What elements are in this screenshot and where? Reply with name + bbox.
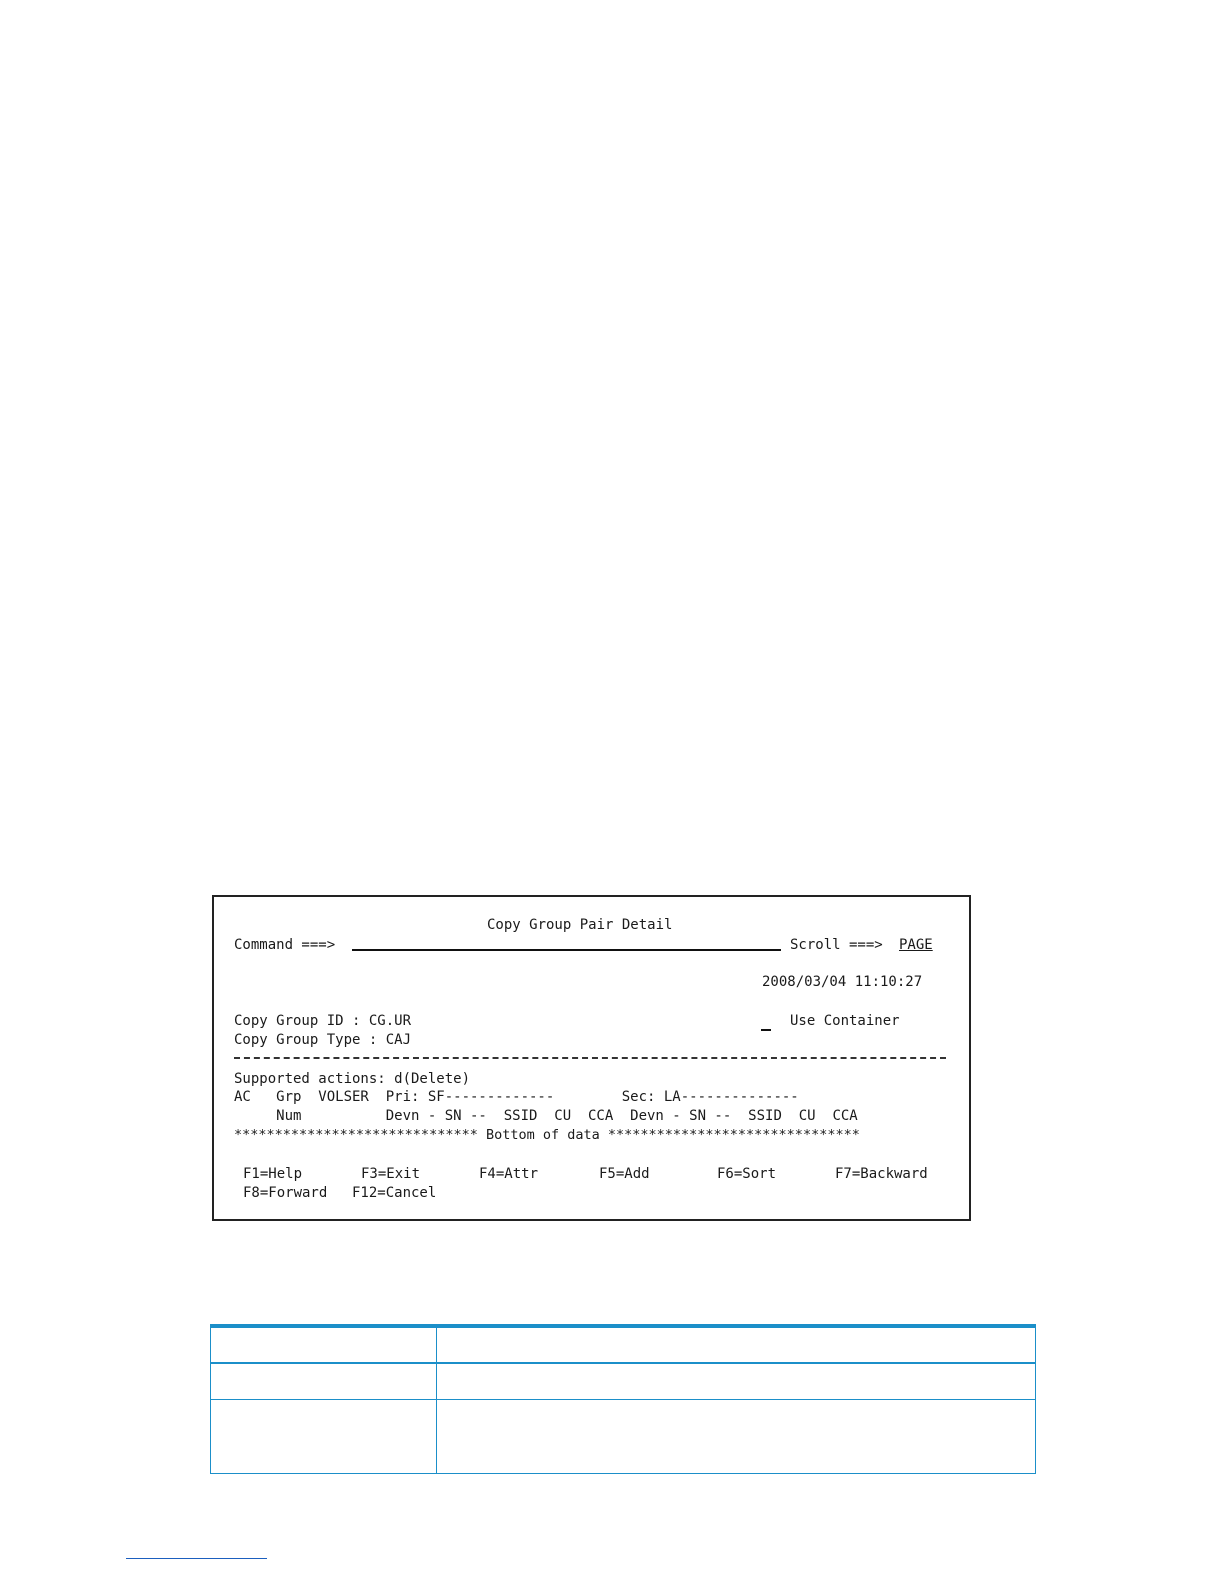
column-header-row-2: Num Devn - SN -- SSID CU CCA Devn - SN -- SSID CU CCA: [234, 1108, 858, 1124]
terminal-screen: [212, 895, 971, 1221]
copy-group-id: Copy Group ID : CG.UR: [234, 1013, 412, 1029]
table-header-rule: [210, 1362, 1036, 1364]
use-container-input[interactable]: [761, 1029, 771, 1031]
f12-cancel-key[interactable]: F12=Cancel: [352, 1185, 437, 1201]
f3-exit-key[interactable]: F3=Exit: [361, 1166, 421, 1182]
column-header-row-1: AC Grp VOLSER Pri: SF------------- Sec: LA--------------: [234, 1089, 799, 1105]
table-left-border: [210, 1325, 211, 1474]
copy-group-type: Copy Group Type : CAJ: [234, 1032, 412, 1048]
command-label: Command ===>: [234, 937, 336, 953]
footer-link-rule: [126, 1558, 267, 1559]
command-input[interactable]: [352, 949, 781, 951]
f4-attr-key[interactable]: F4=Attr: [479, 1166, 539, 1182]
supported-actions: Supported actions: d(Delete): [234, 1071, 471, 1087]
f1-help-key[interactable]: F1=Help: [243, 1166, 303, 1182]
table-row-rule: [210, 1399, 1036, 1400]
use-container-label: Use Container: [790, 1013, 900, 1029]
scroll-label: Scroll ===>: [790, 937, 883, 953]
table-right-border: [1035, 1325, 1036, 1474]
screen-title: Copy Group Pair Detail: [487, 917, 673, 933]
table-column-divider: [436, 1325, 437, 1474]
table-bottom-rule: [210, 1473, 1036, 1474]
f7-backward-key[interactable]: F7=Backward: [835, 1166, 928, 1182]
separator-line: [234, 1057, 946, 1059]
f8-forward-key[interactable]: F8=Forward: [243, 1185, 328, 1201]
f6-sort-key[interactable]: F6=Sort: [717, 1166, 777, 1182]
f5-add-key[interactable]: F5=Add: [599, 1166, 650, 1182]
table-top-rule: [210, 1324, 1036, 1328]
scroll-input[interactable]: PAGE: [899, 937, 933, 953]
bottom-of-data-marker: ****************************** Bottom of data *******************************: [234, 1127, 860, 1143]
timestamp: 2008/03/04 11:10:27: [762, 974, 923, 990]
